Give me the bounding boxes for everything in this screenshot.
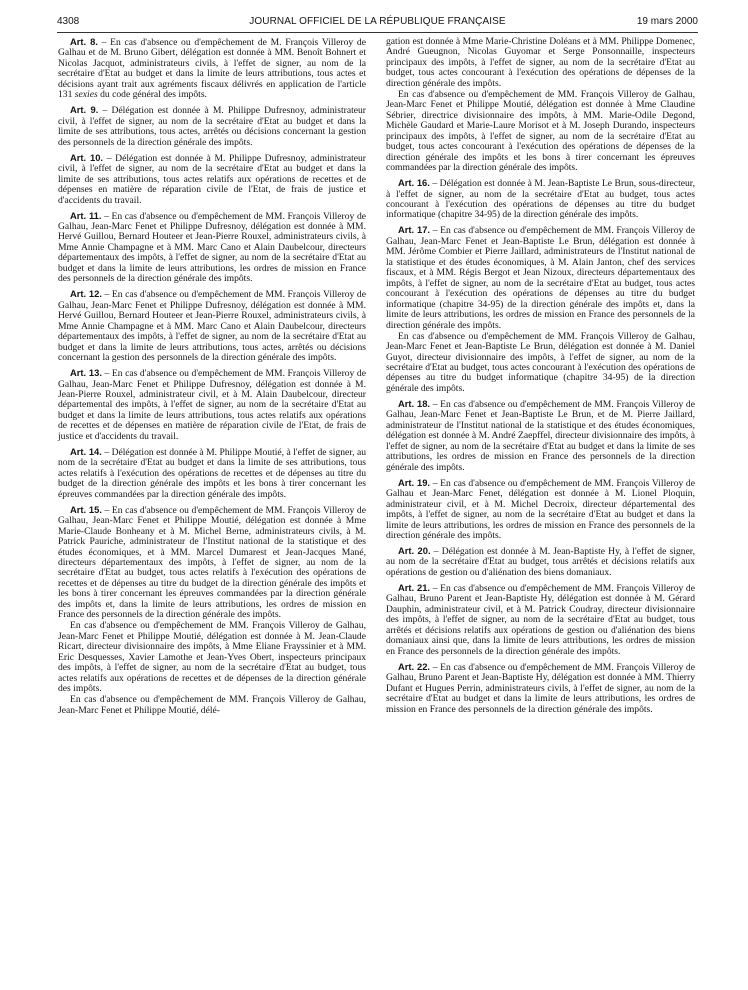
article-label: Art. 11. xyxy=(70,209,102,221)
right-column xyxy=(386,37,695,720)
article-label: Art. 21. xyxy=(398,581,431,593)
article-label: Art. 8. xyxy=(70,36,98,47)
article-text: – Délégation est donnée à M. Jean-Baptiste Hy, à l'effet de signer, au nom de la secrétaire d'Etat au budget, tous arrêtés et décisions relatifs aux opérations de gestion ou d'aliénation des biens domaniaux. xyxy=(386,546,695,578)
article-text: – Délégation est donnée à M. Jean-Baptiste Le Brun, sous-directeur, à l'effet de signer, au nom de la secrétaire d'Etat au budget, tous actes concourant à l'exécution des opérations de dépenses au titre du budget informatique (chapitre 34-95) de la direction générale des impôts. xyxy=(386,178,695,221)
article-8 xyxy=(58,37,366,101)
article-text: – En cas d'absence ou d'empêchement de MM. François Villeroy de Galhau, Jean-Marc Fenet et Philippe Moutié, délégation est donnée à Mme Marie-Claude Bonheany et à M. Michel Berne, administrateurs civils, à M. Patrick Pauriche, administrateur de l'Institut national de la statistique et des études économiques, et à MM. Marcel Dumarest et Jean-Jacques Mané, directeurs départementaux des impôts, à l'effet de signer, au nom de la secrétaire d'Etat au budget, tous actes relatifs à l'exécution des opérations de recettes et de dépenses au titre du budget de la direction générale des impôts et les bons à tirer concernant les épreuves commandées par la direction générale des impôts et, dans la limite de leurs attributions, les ordres de mission en France des personnels de la direction générale des impôts. xyxy=(58,504,366,621)
article-text: du code général des impôts. xyxy=(97,89,207,101)
article-text: – En cas d'absence ou d'empêchement de MM. François Villeroy de Galhau, Jean-Marc Fenet et Philippe Dufresnoy, délégation est donnée à MM. Hervé Guillou, Bernard Houteer et Jean-Pierre Rouxel, administrateurs civils, à Mme Annie Champagne et à MM. Marc Cano et Alain Daubelcour, directeurs départementaux des impôts, à l'effet de signer, au nom de la secrétaire d'Etat au budget et dans la limite de leurs attributions, les ordres de mission en France des personnels de la direction générale des impôts. xyxy=(58,210,366,285)
article-22 xyxy=(386,662,695,715)
article-13 xyxy=(58,368,366,442)
article-text: – En cas d'absence ou d'empêchement de MM. François Villeroy de Galhau, Bruno Parent et Jean-Baptiste Hy, délégation est donnée à M. Gérard Dauphin, administrateur civil, et à M. Patrick Coudray, directeur divisionnaire des impôts, à l'effet de signer, au nom de la secrétaire d'Etat au budget, tous arrêtés et décisions relatifs aux opérations de gestion ou d'aliénation des biens domaniaux ainsi que, dans la limite de leurs attributions, les ordres de mission en France des personnels de la direction générale des impôts. xyxy=(386,582,695,657)
article-18 xyxy=(386,399,695,473)
article-text: – En cas d'absence ou d'empêchement de MM. François Villeroy de Galhau, Bruno Parent et Jean-Baptiste Hy, délégation est donnée à MM. Thierry Dufant et Hugues Perrin, administrateurs civils, à l'effet de signer, au nom de la secrétaire d'Etat au budget et dans la limite de leurs attributions, les ordres de mission en France des personnels de la direction générale des impôts. xyxy=(386,661,695,715)
article-text: – Délégation est donnée à M. Philippe Moutié, à l'effet de signer, au nom de la secrétaire d'Etat au budget et dans la limite de ses attributions, tous actes relatifs à l'exécution des opérations de recettes et de dépenses au titre du budget de la direction générale des impôts et les bons à tirer concernant les épreuves commandées par la direction générale des impôts. xyxy=(58,446,366,500)
paragraph: En cas d'absence ou d'empêchement de MM. François Villeroy de Galhau, Jean-Marc Fenet et Philippe Moutié, délé- xyxy=(58,694,366,716)
paragraph: En cas d'absence ou d'empêchement de MM. François Villeroy de Galhau, Jean-Marc Fenet et Philippe Moutié, délégation est donnée à Mme Claudine Sébrier, directrice divisionnaire des impôts, à MM. Marie-Odile Degond, Michèle Gaudard et Marie-Laure Morisot et à M. Joseph Durando, inspecteurs principaux des impôts, à l'effet de signer, au nom de la secrétaire d'Etat au budget, tous actes concourant à l'exécution des opérations de dépenses de la direction générale des impôts et les bons à tirer concernant les épreuves commandées par la direction générale des impôts. xyxy=(386,88,695,174)
left-column xyxy=(58,37,366,721)
article-15 xyxy=(58,505,366,621)
article-12 xyxy=(58,289,366,363)
paragraph-continued: gation est donnée à Mme Marie-Christine Doléans et à MM. Philippe Domenec, André Gueugnon, Nicolas Guyomar et Serge Ponsonnaille, inspecteurs principaux des impôts, à l'effet de signer, au nom de la secrétaire d'Etat au budget, tous actes concourant à l'exécution des opérations de dépenses de la direction générale des impôts. xyxy=(386,36,695,89)
paragraph: En cas d'absence ou d'empêchement de MM. François Villeroy de Galhau, Jean-Marc Fenet et Jean-Baptiste Le Brun, délégation est donnée à M. Daniel Guyot, directeur divisionnaire des impôts, à l'effet de signer, au nom de la secrétaire d'Etat au budget, tous actes concourant à l'exécution des opérations de dépenses au titre du budget informatique (chapitre 34-95) de la direction générale des impôts. xyxy=(386,330,695,394)
page-number: 4308 xyxy=(57,16,80,27)
article-14 xyxy=(58,447,366,500)
article-label: Art. 13. xyxy=(70,367,102,379)
article-21 xyxy=(386,583,695,657)
article-17 xyxy=(386,225,695,331)
article-19 xyxy=(386,478,695,542)
article-label: Art. 18. xyxy=(398,397,431,409)
article-16 xyxy=(386,178,695,221)
issue-date: 19 mars 2000 xyxy=(636,16,698,27)
article-label: Art. 16. xyxy=(398,177,430,189)
journal-title: JOURNAL OFFICIEL DE LA RÉPUBLIQUE FRANÇAISE xyxy=(249,16,506,27)
article-text: – En cas d'absence ou d'empêchement de MM. François Villeroy de Galhau, Jean-Marc Fenet et Jean-Baptiste Le Brun, délégation est donnée à MM. Jérôme Combier et Pierre Jaillard, administrateurs de l'Institut national de la statistique et des études économiques, à M. Alain Janton, chef des services fiscaux, et à MM. Régis Bergot et Jean Nizoux, directeurs départementaux des impôts, à l'effet de signer, au nom de la secrétaire d'Etat au budget, tous actes concourant à l'exécution des opérations de dépenses au titre du budget informatique (chapitre 34-95) de la direction générale des impôts et, dans la limite de leurs attributions, les ordres de mission en France des personnels de la direction générale des impôts. xyxy=(386,225,695,331)
article-label: Art. 17. xyxy=(398,224,431,236)
article-text: – En cas d'absence ou d'empêchement de MM. François Villeroy de Galhau, Jean-Marc Fenet et Philippe Dufresnoy, délégation est donnée à M. Jean-Pierre Rouxel, administrateur civil, et à M. Alain Daubelcour, directeur départemental des impôts, à l'effet de signer, au nom de la secrétaire d'Etat au budget et dans la limite de leurs attributions, tous actes relatifs aux opérations de recettes et de dépenses en matière de réparation civile de l'Etat, de frais de justice et d'accidents du travail. xyxy=(58,368,366,442)
article-text: – En cas d'absence ou d'empêchement de MM. François Villeroy de Galhau, Jean-Marc Fenet et Jean-Baptiste Le Brun, et de M. Pierre Jaillard, administrateur de l'Institut national de la statistique et des études économiques, délégation est donnée à M. André Zaepffel, directeur divisionnaire des impôts, à l'effet de signer, au nom de la secrétaire d'Etat au budget et dans la limite de ses attributions, les ordres de mission en France des personnels de la direction générale des impôts. xyxy=(386,398,695,473)
article-label: Art. 12. xyxy=(70,288,102,300)
article-text: – En cas d'absence ou d'empêchement de MM. François Villeroy de Galhau et Jean-Marc Fenet, délégation est donnée à M. Lionel Ploquin, administrateur civil, et à M. Michel Decroix, directeur départemental des impôts, à l'effet de signer, au nom de la secrétaire d'Etat au budget et dans la limite de leurs attributions, les ordres de mission en France des personnels de la direction générale des impôts. xyxy=(386,477,695,541)
article-label: Art. 10. xyxy=(70,151,104,163)
article-label: Art. 9. xyxy=(70,104,99,116)
article-10 xyxy=(58,153,366,206)
article-label: Art. 22. xyxy=(398,660,431,672)
article-label: Art. 20. xyxy=(398,545,431,556)
header-rule xyxy=(57,32,698,33)
article-text: – En cas d'absence ou d'empêchement de MM. François Villeroy de Galhau, Jean-Marc Fenet et Philippe Dufresnoy, délégation est donnée à MM. Hervé Guillou, Bernard Houteer et Jean-Pierre Rouxel, administrateurs civils, à Mme Annie Champagne et à MM. Marc Cano et Alain Daubelcour, directeurs départementaux des impôts, à l'effet de signer, au nom de la secrétaire d'Etat au budget et dans la limite de leurs attributions, tous actes, arrêtés ou décisions concernant la gestion des personnels de la direction générale des impôts. xyxy=(58,289,366,364)
paragraph: En cas d'absence ou d'empêchement de MM. François Villeroy de Galhau, Jean-Marc Fenet et Philippe Moutié, délégation est donnée à M. Jean-Claude Ricart, directeur divisionnaire des impôts, à Mme Eliane Frayssinier et à MM. Eric Desquesses, Xavier Lamothe et Jean-Yves Obert, inspecteurs principaux des impôts, à l'effet de signer, au nom de la secrétaire d'Etat au budget, tous actes relatifs aux opérations de recettes et de dépenses de la direction générale des impôts. xyxy=(58,620,366,695)
article-text: – En cas d'absence ou d'empêchement de M. François Villeroy de Galhau et de M. Bruno Gibert, délégation est donnée à MM. Benoît Bohnert et Nicolas Jacquot, administrateurs civils, à l'effet de signer, au nom de la secrétaire d'Etat au budget et dans la limite de leurs attributions, tous actes et décisions ayant trait aux agréments fiscaux délivrés en application de l'article 131 xyxy=(58,37,366,101)
article-text: – Délégation est donnée à M. Philippe Dufresnoy, administrateur civil, à l'effet de signer, au nom de la secrétaire d'Etat au budget et dans la limite de ses attributions, tous actes relatifs aux opérations de recettes et de dépenses en matière de réparation civile de l'Etat, de frais de justice et d'accidents du travail. xyxy=(58,152,366,206)
article-9 xyxy=(58,105,366,148)
article-label: Art. 15. xyxy=(70,503,102,515)
page-header xyxy=(57,15,698,31)
article-20 xyxy=(386,546,695,578)
article-text: – Délégation est donnée à M. Philippe Dufresnoy, administrateur civil, à l'effet de signer, au nom de la secrétaire d'Etat au budget et dans la limite de ses attributions, tous actes, arrêtés ou décisions concernant la gestion des personnels de la direction générale des impôts. xyxy=(58,105,366,148)
article-italic-term: sexies xyxy=(74,89,98,101)
article-11 xyxy=(58,211,366,285)
article-label: Art. 19. xyxy=(398,476,431,488)
article-label: Art. 14. xyxy=(70,445,102,457)
